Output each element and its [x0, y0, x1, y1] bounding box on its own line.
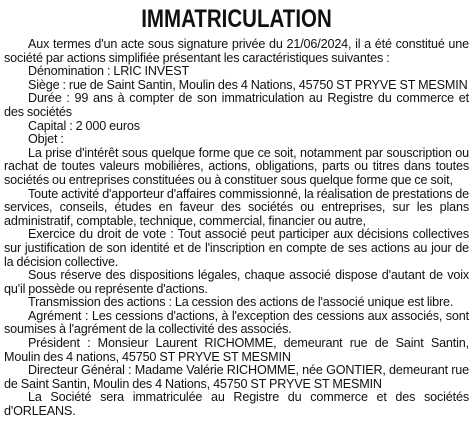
- registered-office: Siège : rue de Saint Santin, Moulin des 4 Nations, 45750 ST PRYVE ST MESMIN: [28, 77, 468, 92]
- registration-statement: La Société sera immatriculée au Registre du commerce et des sociétés d'ORLEANS.: [4, 390, 469, 419]
- general-director: Directeur Général : Madame Valérie RICHOMME, née GONTIER, demeurant rue de Saint Santin, Moulin des 4 Nations, 45750 ST PRYVE ST MESMIN: [4, 363, 469, 391]
- share-transfer: Transmission des actions : La cession des actions de l'associé unique est libre.: [28, 295, 454, 310]
- notice-title: IMMATRICULATION: [141, 5, 332, 33]
- legal-notice: [4, 0, 469, 440]
- duration: Durée : 99 ans à compter de son immatriculation au Registre du commerce et des sociétés: [4, 91, 469, 119]
- president: Président : Monsieur Laurent RICHOMME, demeurant rue de Saint Santin, Moulin des 4 nations, 45750 ST PRYVE ST MESMIN: [4, 336, 469, 364]
- votes-per-share: Sous réserve des dispositions légales, chaque associé dispose d'autant de voix qu'il possède ou représente d'actions.: [4, 268, 469, 296]
- purpose-item-2: Toute activité d'apporteur d'affaires commissionné, la réalisation de prestations de services, conseils, études en faveur des sociétés ou entreprises, sur les plans administratif, comptable, technique, commercial, financier ou autre,: [4, 186, 469, 228]
- purpose-item-1: La prise d'intérêt sous quelque forme que ce soit, notamment par souscription ou rachat de toutes valeurs mobilières, actions, obligations, parts ou titres dans toutes sociétés ou entreprises constituées ou à constituer sous quelque forme que ce soit,: [4, 145, 469, 187]
- capital: Capital : 2 000 euros: [28, 118, 140, 133]
- purpose-heading: Objet :: [28, 132, 64, 147]
- approval-clause: Agrément : Les cessions d'actions, à l'exception des cessions aux associés, sont soumises à l'agrément de la collectivité des associés.: [4, 308, 469, 337]
- company-name: Dénomination : LRIC INVEST: [28, 64, 190, 79]
- voting-rights: Exercice du droit de vote : Tout associé peut participer aux décisions collectives sur justification de son identité et de l'inscription en compte de ses actions au jour de la décision collective.: [4, 227, 469, 269]
- notice-body: [4, 38, 469, 419]
- intro-paragraph: Aux termes d'un acte sous signature privée du 21/06/2024, il a été constitué une société par actions simplifiée présentant les caractéristiques suivantes :: [4, 37, 469, 65]
